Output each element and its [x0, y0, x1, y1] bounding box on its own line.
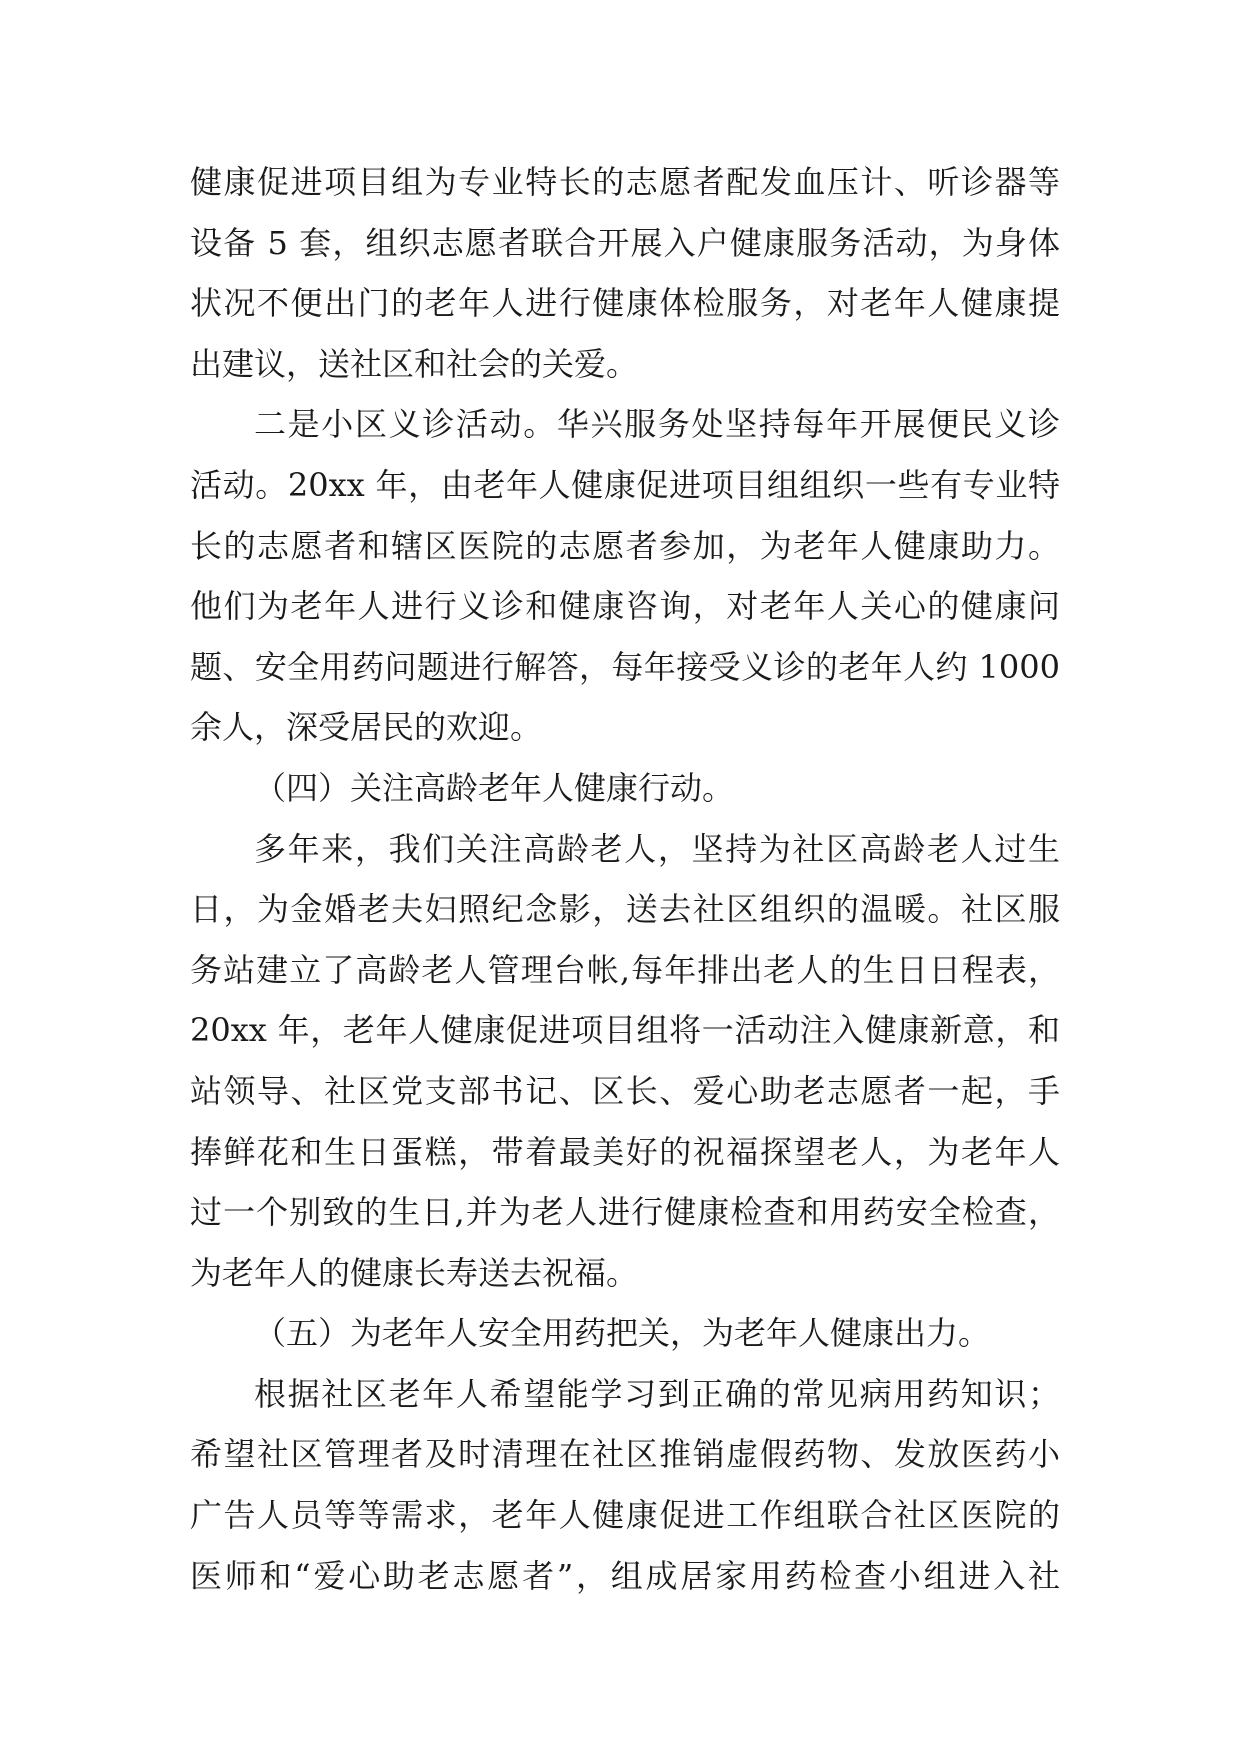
text-line: 余人，深受居民的欢迎。: [190, 708, 543, 747]
paragraph-first-line: 二是小区义诊活动。华兴服务处坚持每年开展便民义诊: [254, 405, 1060, 444]
text-line: 站领导、社区党支部书记、区长、爱心助老志愿者一起，手: [190, 1071, 1060, 1110]
text-line: 务站建立了高龄老人管理台帐,每年排出老人的生日日程表，: [190, 950, 1060, 989]
document-body: [190, 152, 1060, 1606]
text-line: 为老年人的健康长寿送去祝福。: [190, 1253, 639, 1292]
text-line: 他们为老年人进行义诊和健康咨询，对老年人关心的健康问: [190, 587, 1060, 626]
text-line: 广告人员等等需求，老年人健康促进工作组联合社区医院的: [190, 1496, 1060, 1535]
text-line: 希望社区管理者及时清理在社区推销虚假药物、发放医药小: [190, 1435, 1060, 1474]
text-line: 捧鲜花和生日蛋糕，带着最美好的祝福探望老人，为老年人: [190, 1132, 1060, 1171]
text-line: 20xx 年，老年人健康促进项目组将一活动注入健康新意，和: [190, 1011, 1060, 1050]
paragraph-first-line: 根据社区老年人希望能学习到正确的常见病用药知识；: [254, 1374, 1060, 1413]
text-line: 长的志愿者和辖区医院的志愿者参加，为老年人健康助力。: [190, 526, 1060, 565]
text-line: 题、安全用药问题进行解答，每年接受义诊的老年人约 1000: [190, 647, 1060, 686]
text-line: 医师和“爱心助老志愿者”，组成居家用药检查小组进入社: [190, 1556, 1060, 1595]
text-line: 日，为金婚老夫妇照纪念影，送去社区组织的温暖。社区服: [190, 890, 1060, 929]
section-heading-4: （四）关注高龄老年人健康行动。: [254, 768, 735, 807]
text-line: 过一个别致的生日,并为老人进行健康检查和用药安全检查，: [190, 1193, 1060, 1232]
section-heading-5: （五）为老年人安全用药把关，为老年人健康出力。: [254, 1314, 991, 1353]
paragraph-first-line: 多年来，我们关注高龄老人，坚持为社区高龄老人过生: [254, 829, 1060, 868]
text-line: 设备 5 套，组织志愿者联合开展入户健康服务活动，为身体: [190, 223, 1060, 262]
text-line: 健康促进项目组为专业特长的志愿者配发血压计、听诊器等: [190, 163, 1060, 201]
text-line: 状况不便出门的老年人进行健康体检服务，对老年人健康提: [190, 284, 1060, 323]
text-line: 活动。20xx 年，由老年人健康促进项目组组织一些有专业特: [190, 465, 1060, 504]
text-line: 出建议，送社区和社会的关爱。: [190, 344, 639, 383]
